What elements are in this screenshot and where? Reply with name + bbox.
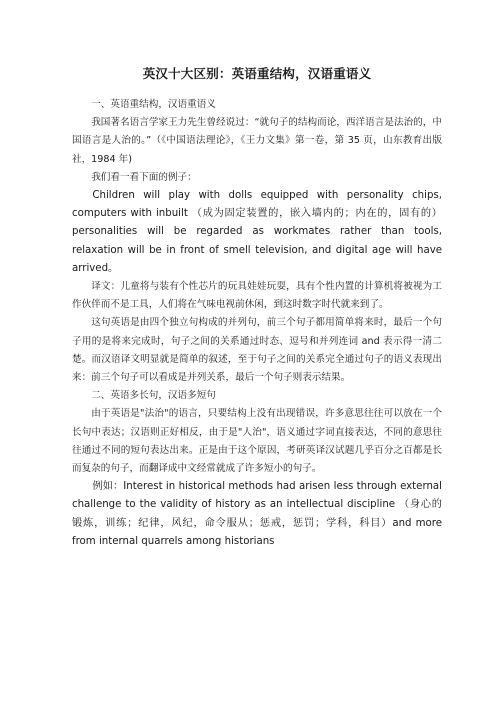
paragraph-translation: 译文：儿童将与装有个性芯片的玩具娃娃玩耍，具有个性内置的计算机将被视为工作伙伴而不是工具，人们将在气味电视前休闲，到这时数字时代就来到了。 — [72, 281, 442, 311]
paragraph-long-short: 由于英语是"法治"的语言，只要结构上没有出现错误，许多意思往往可以放在一个长句中表达；汉语则正好相反，由于是"人治"，语义通过字词直接表达，不同的意思往往通过不同的短句表达出来。正是由于这个原因，考研英译汉试题几乎百分之百都是长而复杂的句子，而翻译成中文经常就成了许多短小的句子。 — [72, 408, 442, 475]
paragraph-quote: 我国著名语言学家王力先生曾经说过：“就句子的结构而论，西洋语言是法治的，中国语言是人治的。”（《中国语法理论》，《王力文集》第一卷，第 35 页，山东教育出版社，1984 年) — [72, 117, 442, 165]
paragraph-intro-example: 我们看一看下面的例子： — [91, 171, 197, 183]
page-title: 英汉十大区别：英语重结构，汉语重语义 — [142, 66, 372, 81]
paragraph-english-example: Children will play with dolls equipped with personality chips, computers with inbuilt （成为固定装置的，嵌入墙内的；内在的，固有的）personalities will be regarded as workmates rather than tools, relaxation will be in front of smell television, and digital age will have arrived。 — [72, 190, 442, 274]
section-heading-1: 一、英语重结构，汉语重语义 — [91, 99, 216, 110]
paragraph-analysis: 这句英语是由四个独立句构成的并列句，前三个句子都用简单将来时，最后一个句子用的是将来完成时，句子之间的关系通过时态、逗号和并列连词 and 表示得一清二楚。而汉语译文明显就是简单的叙述，至于句子之间的关系完全通过句子的语义表现出来：前三个句子可以看成是并列关系，最后一个句子则表示结果。 — [72, 317, 442, 384]
section-heading-2: 二、英语多长句，汉语多短句 — [91, 390, 216, 402]
paragraph-english-example-2: 例如：Interest in historical methods had arisen less through external challenge to the validity of history as an intellectual discipline （身心的锻炼，训练；纪律，风纪，命令服从；惩戒，惩罚；学科，科目）and more from internal quarrels among historians — [72, 481, 442, 547]
